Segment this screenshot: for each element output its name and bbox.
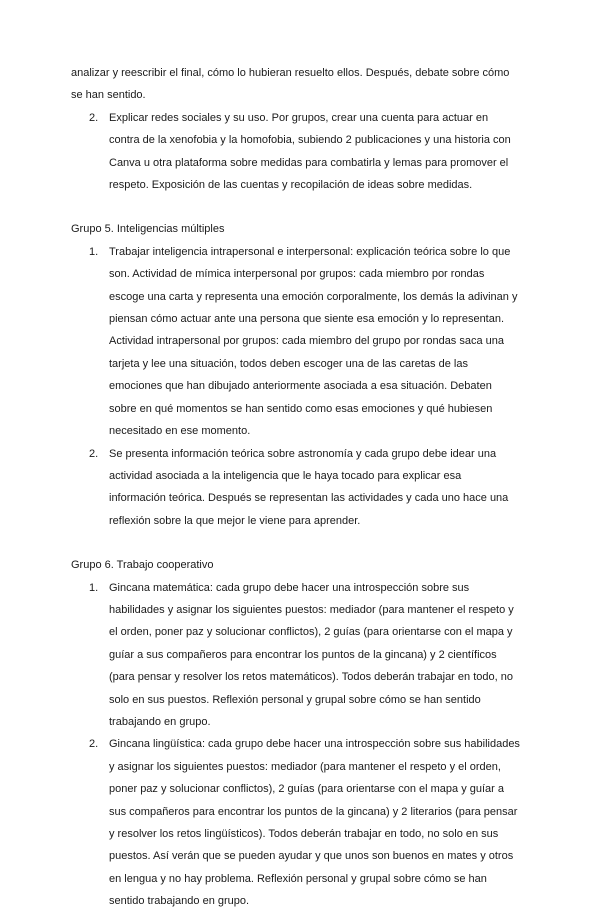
- list-item-number: 2.: [89, 111, 99, 124]
- list-item-text: Explicar redes sociales y su uso. Por grupos, crear una cuenta para actuar en contra de la xenofobia y la homofobia, subiendo 2 publicaciones y una historia con Canva u otra plataforma sobre medidas para combatirla y lemas para promover el respeto. Exposición de las cuentas y recopilación de ideas sobre medidas.: [109, 111, 511, 192]
- list-item-number: 1.: [89, 245, 99, 258]
- list-item-number: 2.: [89, 738, 99, 751]
- continuation-list: [71, 107, 520, 197]
- list-item: [71, 577, 520, 734]
- list-item: [71, 107, 520, 197]
- list-item: [71, 443, 520, 533]
- list-item-text: Se presenta información teórica sobre astronomía y cada grupo debe idear una actividad asociada a la inteligencia que le haya tocado para explicar esa información teórica. Después se representan las actividades y cada uno hace una reflexión sobre la que mejor le viene para aprender.: [109, 447, 509, 527]
- list-item-text: Gincana matemática: cada grupo debe hacer una introspección sobre sus habilidades y asignar los siguientes puestos: mediador (para mantener el respeto y el orden, poner paz y solucionar conflictos), 2 guías (para orientarse con el mapa y guíar a sus compañeros para encontrar los puntos de la gincana) y 2 científicos (para pensar y resolver los retos matemáticos). Todos deberán trabajar en todo, no solo en sus puestos. Reflexión personal y grupal sobre cómo se han sentido trabajando en grupo.: [109, 581, 514, 728]
- list-item-text: Gincana lingüística: cada grupo debe hacer una introspección sobre sus habilidades y asignar los siguientes puestos: mediador (para mantener el respeto y el orden, poner paz y solucionar conflictos), 2 guías (para orientarse con el mapa y guíar a sus compañeros para encontrar los puntos de la gincana) y 2 literarios (para pensar y resolver los retos lingüísticos). Todos deberán trabajar en todo, no solo en sus puestos. Así verán que se pueden ayudar y que unos son buenos en mates y otros en lengua y no hay problema. Reflexión personal y grupal sobre cómo se han sentido trabajando en grupo.: [109, 738, 520, 908]
- list-item-number: 1.: [89, 581, 99, 594]
- list-item: [71, 241, 520, 443]
- continuation-paragraph: analizar y reescribir el final, cómo lo hubieran resuelto ellos. Después, debate sobre cómo se han sentido.: [71, 67, 510, 102]
- list-item-text: Trabajar inteligencia intrapersonal e interpersonal: explicación teórica sobre lo que son. Actividad de mímica interpersonal por grupos: cada miembro por rondas escoge una carta y representa una emoción corporalmente, los demás la adivinan y piensan cómo actuar ante una persona que siente esa emoción y lo representan. Actividad intrapersonal por grupos: cada miembro del grupo por rondas saca una tarjeta y lee una situación, todos deben escoger una de las caretas de las emociones que han dibujado anteriormente asociada a esa situación. Debaten sobre en qué momentos se han sentido como esas emociones y qué hubiesen necesitado en ese momento.: [109, 245, 518, 438]
- group-6-list: [71, 577, 520, 913]
- group-6-heading: Grupo 6. Trabajo cooperativo: [71, 559, 214, 572]
- list-item: [71, 733, 520, 912]
- group-5-list: [71, 241, 520, 532]
- group-5-heading: Grupo 5. Inteligencias múltiples: [71, 223, 225, 236]
- list-item-number: 2.: [89, 447, 99, 460]
